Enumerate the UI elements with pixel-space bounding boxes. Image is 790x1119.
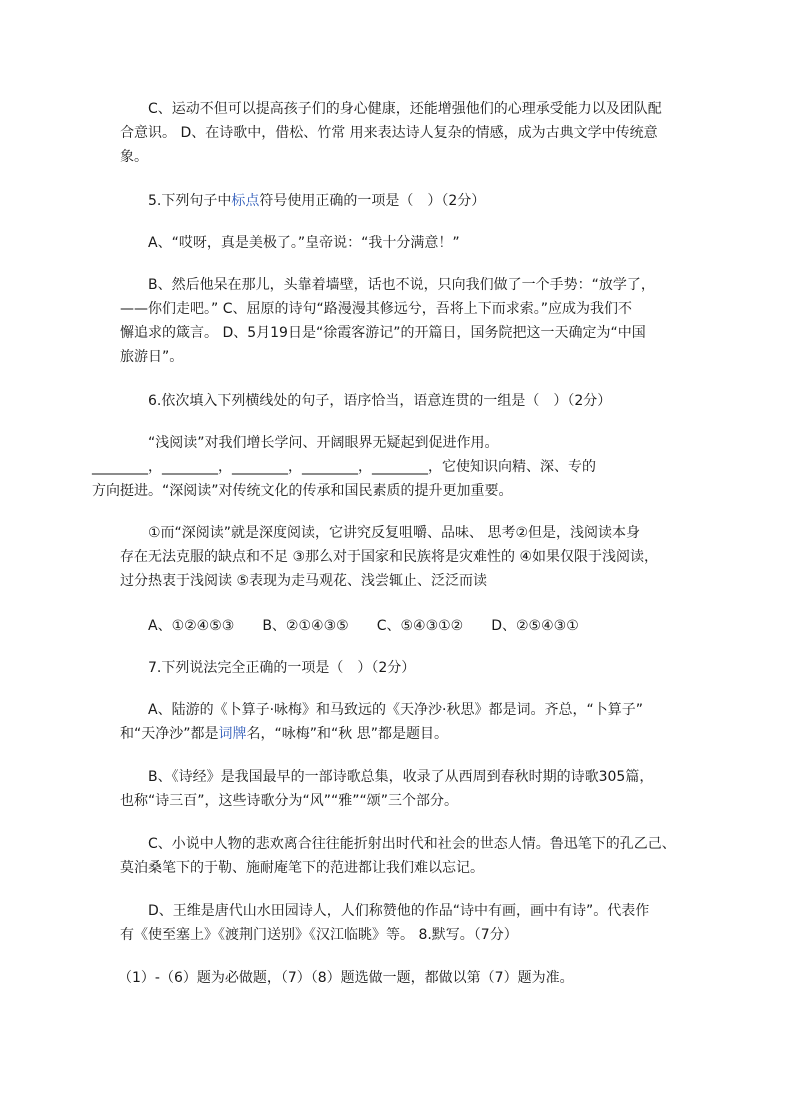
text-line: 旅游日”。 [120,349,184,365]
question-7-option-d [120,899,680,947]
question-8-note: （1）-（6）题为必做题，（7）（8）题选做一题，都做以第（7）题为准。 [118,970,574,986]
question-6-choices: A、①②④⑤③ B、②①④③⑤ C、⑤④③①② D、②⑤④③① [148,618,579,634]
text-line: 莫泊桑笔下的于勒、施耐庵笔下的范进都让我们难以忘记。 [120,860,484,876]
question-5-heading [120,189,680,213]
question-5-option-a: A、“哎呀，真是美极了。”皇帝说：“我十分满意！” [148,235,460,251]
text-line: 懈追求的箴言。 D、5月19日是“徐霞客游记”的开篇日，国务院把这一天确定为“中国 [120,325,646,341]
question-7-option-b [120,765,680,813]
cipai-link[interactable]: 词牌 [218,726,247,742]
question-7-heading: 7.下列说法完全正确的一项是（ ）（2分） [148,660,416,676]
text-line: 也称“诗三百”，这些诗歌分为“风”“雅”“颂”三个部分。 [120,793,459,809]
text-line: 存在无法克服的缺点和不足 ③那么对于国家和民族将是灾难性的 ④如果仅限于浅阅读， [120,549,658,565]
text-line: ①而“深阅读”就是深度阅读，它讲究反复咀嚼、品味、 思考②但是，浅阅读本身 [148,525,641,541]
text-line: D、王维是唐代山水田园诗人，人们称赞他的作品“诗中有画，画中有诗”。代表作 [148,903,650,919]
question-5-option-b-c-d [120,273,680,369]
question-6-options [120,521,680,593]
text-line: A、陆游的《卜算子·咏梅》和马致远的《天净沙·秋思》都是词。齐总，“卜算子” [148,702,643,718]
question-7-option-a [120,698,680,746]
text-line: 过分热衷于浅阅读 ⑤表现为走马观花、浅尝辄止、泛泛而读 [120,573,487,589]
punctuation-link[interactable]: 标点 [231,193,260,209]
question-text: 5.下列句子中 [148,193,232,209]
paragraph-c-d-option [120,97,680,169]
text-line: 象。 [120,149,148,165]
question-text: 符号使用正确的一项是（ ）（2分） [259,193,486,209]
text-segment: 和“天净沙”都是 [120,726,219,742]
text-line: C、运动不但可以提高孩子们的身心健康，还能增强他们的心理承受能力以及团队配 [148,101,662,117]
text-line: “浅阅读”对我们增长学问、开阔眼界无疑起到促进作用。 [148,435,499,451]
text-line: 方向挺进。“深阅读”对传统文化的传承和国民素质的提升更加重要。 [92,483,513,499]
text-segment: 名，“咏梅”和“秋 思”都是题目。 [246,726,448,742]
text-line: 合意识。 D、在诗歌中，借松、竹常 用来表达诗人复杂的情感，成为古典文学中传统意 [120,125,658,141]
question-6-heading: 6.依次填入下列横线处的句子，语序恰当，语意连贯的一组是（ ）（2分） [148,393,612,409]
question-6-passage [92,431,680,503]
text-line: C、小说中人物的悲欢离合往往能折射出时代和社会的世态人情。鲁迅笔下的孔乙己、 [148,836,676,852]
text-line: ——你们走吧。” C、屈原的诗句“路漫漫其修远兮，吾将上下而求索。”应成为我们不 [120,301,632,317]
text-line: 有《使至塞上》《渡荆门送别》《汉江临眺》等。 8.默写。（7分） [120,927,518,943]
fill-blank-line: ________，________，________，________，________，它使知识向精、深、专的 [92,459,596,475]
text-line: B、《诗经》是我国最早的一部诗歌总集，收录了从西周到春秋时期的诗歌305篇， [148,769,654,785]
question-7-option-c [120,832,680,880]
text-line: B、然后他呆在那儿，头靠着墙壁，话也不说，只向我们做了一个手势：“放学了， [148,277,655,293]
